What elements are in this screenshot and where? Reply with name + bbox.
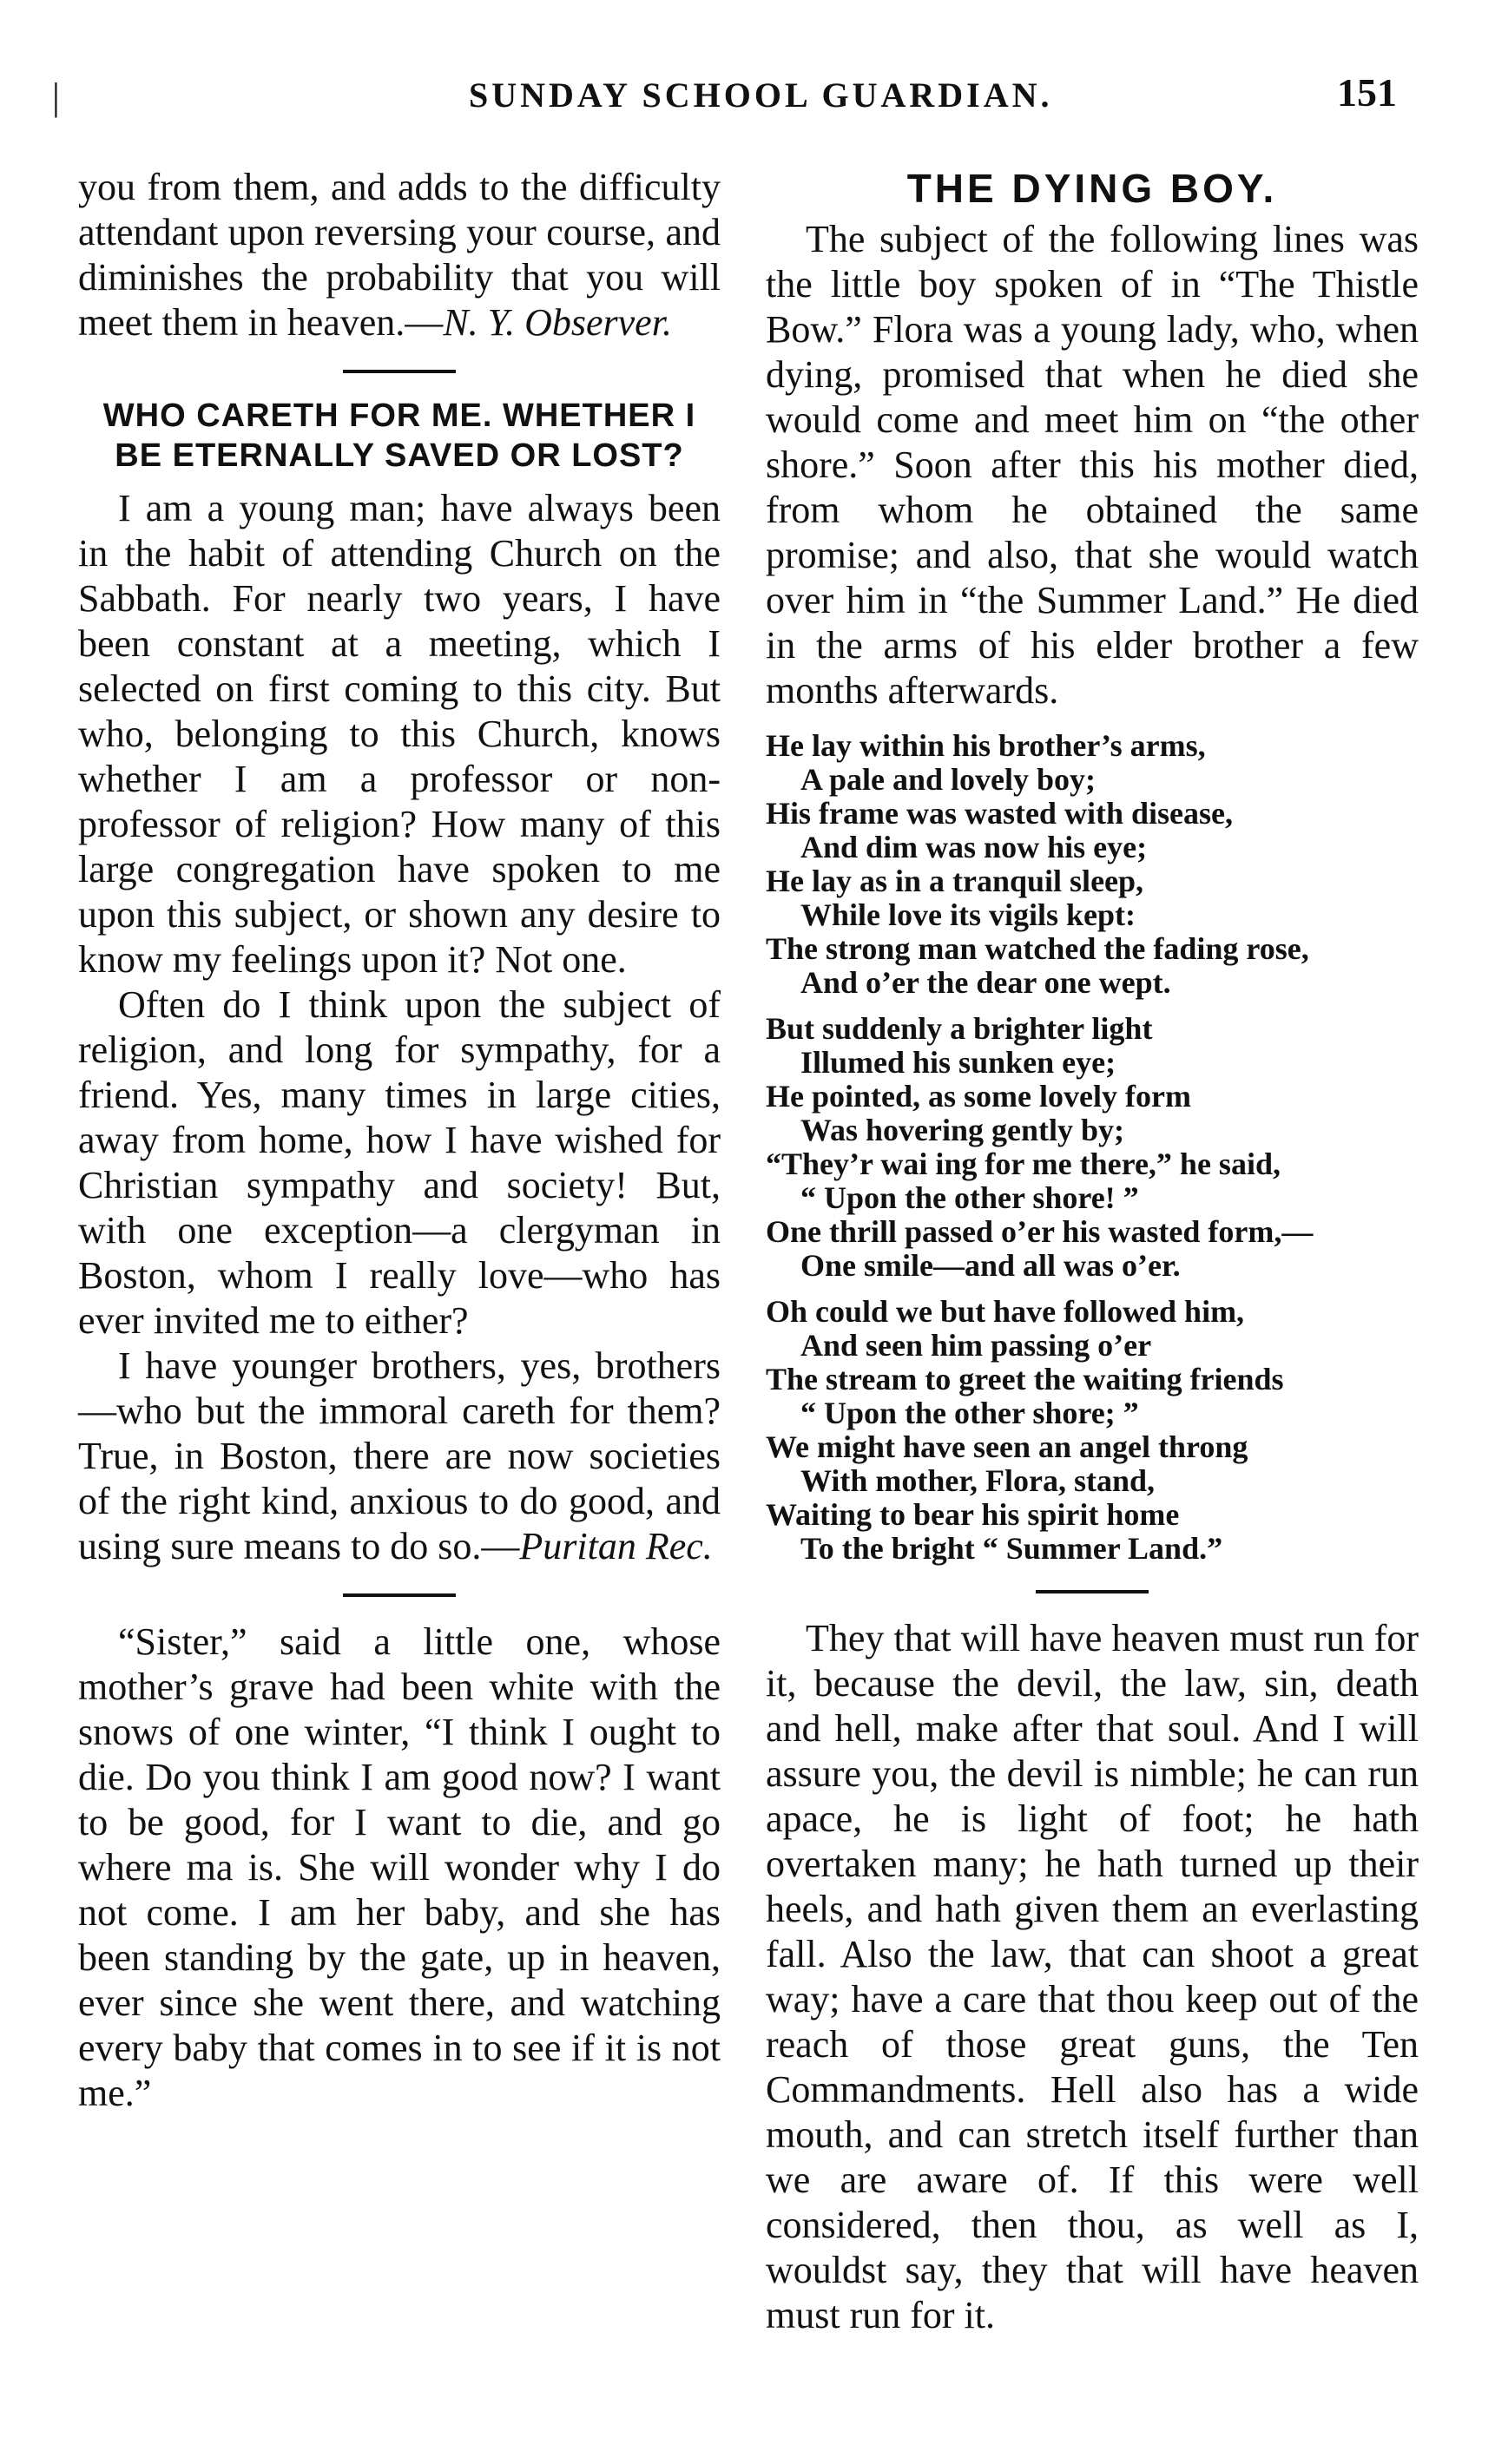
poem-line: A pale and lovely boy; <box>800 762 1097 797</box>
poem-line: Illumed his sunken eye; <box>800 1045 1116 1080</box>
poem-line: The strong man watched the fading rose, <box>766 931 1309 966</box>
poem-heading: THE DYING BOY. <box>906 166 1278 211</box>
right-column <box>766 165 1419 2338</box>
poem-line: The stream to greet the waiting friends <box>766 1362 1284 1396</box>
poem-line: And dim was now his eye; <box>800 830 1148 864</box>
poem <box>766 729 1419 1566</box>
poem-line: But suddenly a brighter light <box>766 1011 1153 1046</box>
article-paragraph-1: I am a young man; have always been in the habit of attending Church on the Sabbath. For nearly two years, I have been constant at a meeting, which I selected on first coming to this city. But who, belonging to this Church, knows whether I am a professor or non-professor of religion? How many of this large congregation have spoken to me upon this subject, or shown any desire to know my feelings upon it? Not one. <box>78 487 721 981</box>
intro-paragraph <box>78 165 721 345</box>
poem-line: To the bright “ Summer Land.” <box>800 1531 1223 1566</box>
poem-stanza-2 <box>766 1012 1419 1283</box>
section-rule <box>343 370 456 373</box>
poem-line: Oh could we but have followed him, <box>766 1294 1245 1329</box>
header-mark: | <box>52 76 60 118</box>
poem-intro: The subject of the following lines was the little boy spoken of in “The Thistle Bow.” Flora was a young lady, who, when dying, promised that when he died she would come and meet him on “the other shore.” Soon after this his mother died, from whom he obtained the same promise; and also, that she would watch over him in “the Summer Land.” He died in the arms of his elder brother a few months afterwards. <box>766 218 1419 712</box>
poem-line: Waiting to bear his spirit home <box>766 1497 1180 1532</box>
poem-line: With mother, Flora, stand, <box>800 1463 1156 1498</box>
poem-line: His frame was wasted with disease, <box>766 796 1233 831</box>
article-heading: WHO CARETH FOR ME. WHETHER I BE ETERNALLY SAVED OR LOST? <box>102 398 696 474</box>
poem-line: “ Upon the other shore! ” <box>800 1180 1139 1215</box>
poem-line: And o’er the dear one wept. <box>800 965 1171 1000</box>
article-paragraph-3 <box>78 1344 721 1569</box>
closing-paragraph: They that will have heaven must run for it, because the devil, the law, sin, death and hell, make after that soul. And I will assure you, the devil is nimble; he can run apace, he is light of foot; he hath overtaken many; he hath turned up their heels, and hath given them an everlasting fall. Also the law, that can shoot a great way; have a care that thou keep out of the reach of those great guns, the Ten Commandments. Hell also has a wide mouth, and can stretch itself further than we are aware of. If this were well considered, then thou, as well as I, wouldst say, they that will have heaven must run for it. <box>766 1617 1419 2336</box>
poem-line: One smile—and all was o’er. <box>800 1248 1181 1283</box>
poem-stanza-3 <box>766 1295 1419 1566</box>
poem-line: He pointed, as some lovely form <box>766 1079 1191 1114</box>
poem-line: We might have seen an angel throng <box>766 1429 1248 1464</box>
poem-line: Was hovering gently by; <box>800 1113 1125 1147</box>
poem-line: While love its vigils kept: <box>800 897 1136 932</box>
poem-line: “ Upon the other shore; ” <box>800 1396 1139 1430</box>
running-title: SUNDAY SCHOOL GUARDIAN. <box>469 76 1053 115</box>
poem-line: One thrill passed o’er his wasted form,— <box>766 1214 1314 1249</box>
article-last-text: I have younger brothers, yes, brothers—who but the immoral careth for them? True, in Boston, there are now societies of the right kind, anxious to do good, and using sure means to do so.— <box>78 1344 721 1567</box>
poem-line: “They’r wai ing for me there,” he said, <box>766 1147 1281 1181</box>
intro-source: N. Y. Observer. <box>443 301 672 344</box>
poem-line: He lay as in a tranquil sleep, <box>766 864 1144 898</box>
section-rule <box>343 1593 456 1597</box>
article-source: Puritan Rec. <box>519 1525 713 1567</box>
intro-text: you from them, and adds to the difficulty attendant upon reversing your course, and diminishes the probability that you will meet them in heaven.— <box>78 166 721 344</box>
article-paragraph-2: Often do I think upon the subject of religion, and long for sympathy, for a friend. Yes, many times in large cities, away from home, how I have wished for Christian sympathy and society! But, with one exception—a clergyman in Boston, whom I really love—who has ever invited me to either? <box>78 983 721 1342</box>
section-rule <box>1036 1590 1149 1593</box>
left-column <box>78 165 721 2116</box>
page-number: 151 <box>1337 70 1397 115</box>
poem-line: He lay within his brother’s arms, <box>766 728 1206 763</box>
sister-paragraph: “Sister,” said a little one, whose mother’s grave had been white with the snows of one winter, “I think I ought to die. Do you think I am good now? I want to be good, for I want to die, and go where ma is. She will wonder why I do not come. I am her baby, and she has been standing by the gate, up in heaven, ever since she went there, and watching every baby that comes in to see if it is not me.” <box>78 1620 721 2114</box>
poem-line: And seen him passing o’er <box>800 1328 1152 1363</box>
poem-stanza-1 <box>766 729 1419 1000</box>
